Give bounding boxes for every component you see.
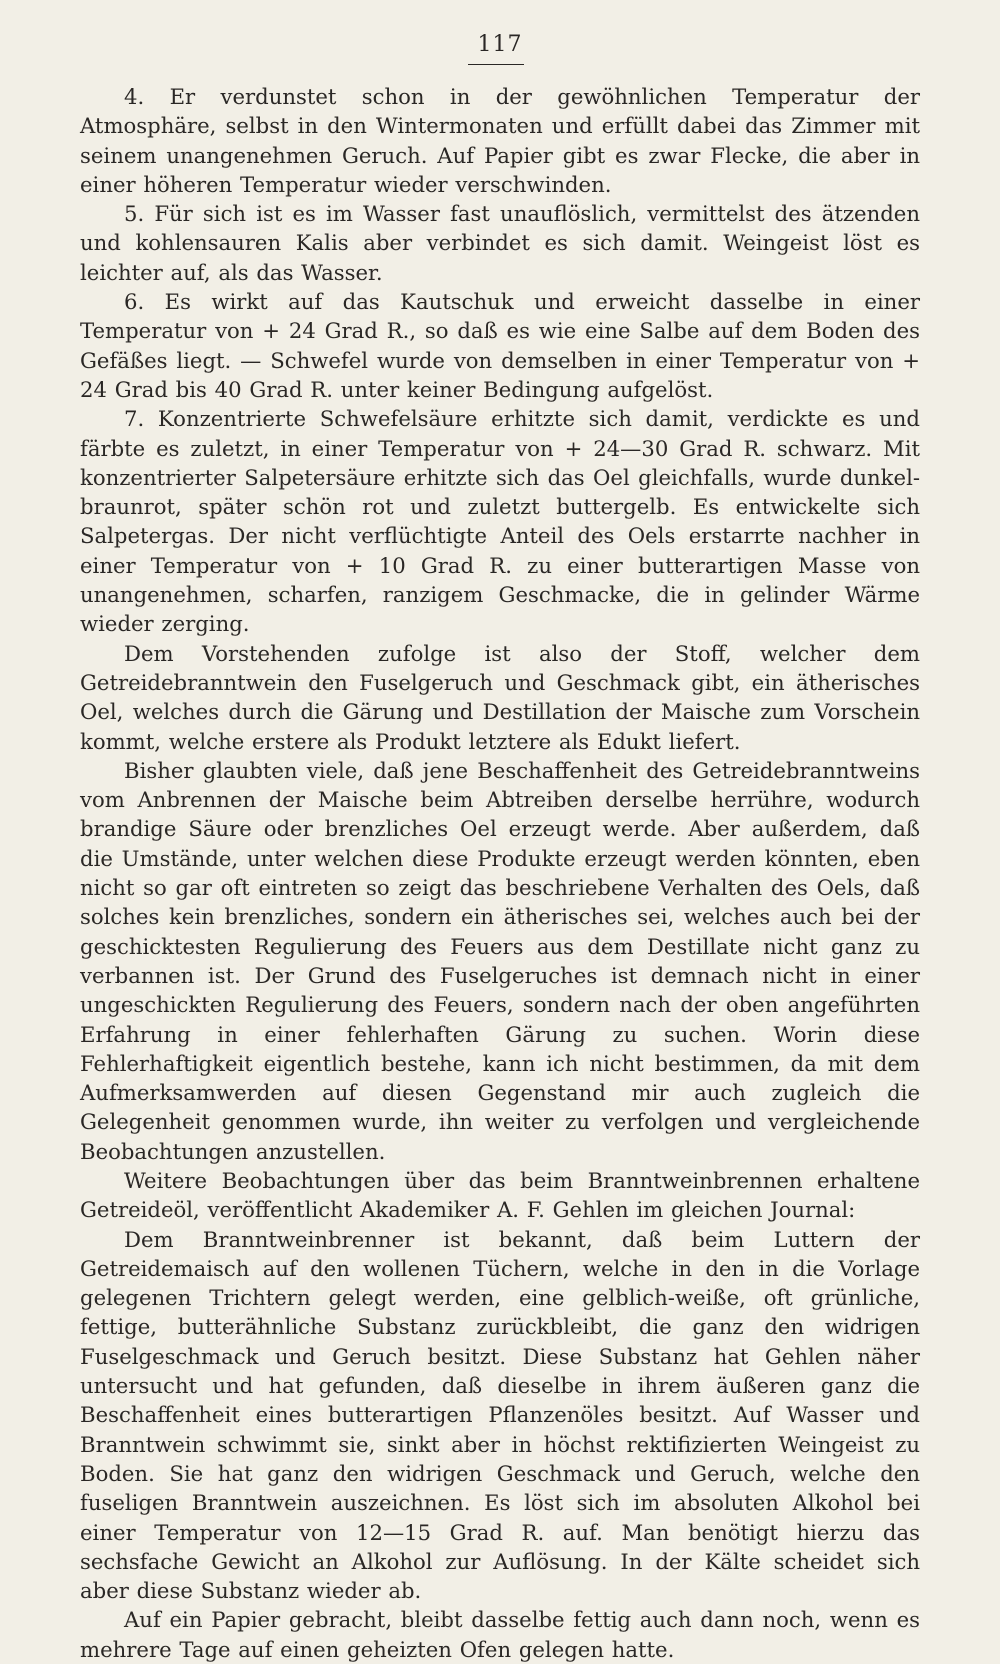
body-text — [80, 82, 920, 1664]
paragraph-4: 4. Er verdunstet schon in der gewöhnlichen Temperatur der Atmosphäre, selbst in den Wintermonaten und erfüllt dabei das Zimmer mit seinem unangenehmen Geruch. Auf Papier gibt es zwar Flecke, die aber in einer höheren Temperatur wieder verschwinden. — [80, 84, 920, 197]
paragraph-fehlerhafte-gaerung: Bisher glaubten viele, daß jene Beschaffenheit des Getreidebranntweins vom Anbrennen der Maische beim Abtreiben derselbe herrühre, wodurch brandige Säure oder brenzliches Oel erzeugt werde. Aber außerdem, daß die Umstände, unter welchen diese Produkte erzeugt werden könnten, eben nicht so gar oft eintreten so zeigt das beschriebene Verhalten des Oels, daß solches kein brenzliches, sondern ein ätherisches sei, welches auch bei der geschicktesten Regulierung des Feuers aus dem Destillate nicht ganz zu verbannen ist. Der Grund des Fuselgeruches ist demnach nicht in einer ungeschickten Regulierung des Feuers, sondern nach der oben angeführten Erfahrung in einer fehlerhaften Gärung zu suchen. Worin diese Fehlerhaftigkeit eigentlich bestehe, kann ich nicht bestimmen, da mit dem Aufmerksamwerden auf diesen Gegenstand mir auch zugleich die Gelegenheit genommen wurde, ihn weiter zu verfolgen und vergleichende Beobachtungen anzustellen. — [80, 757, 920, 1164]
paragraph-gehlen-intro: Weitere Beobachtungen über das beim Branntweinbrennen erhaltene Getreideöl, veröffentlicht Akademiker A. F. Gehlen im gleichen Journal: — [80, 1167, 920, 1223]
page-number: 117 — [477, 32, 523, 57]
page-number-rule — [468, 64, 524, 65]
paragraph-conclusion: Dem Vorstehenden zufolge ist also der Stoff, welcher dem Getreidebranntwein den Fuselgeruch und Geschmack gibt, ein ätherisches Oel, welches durch die Gärung und Destillation der Maische zum Vorschein kommt, welche erstere als Produkt letztere als Edukt liefert. — [80, 640, 920, 754]
paragraph-6: 6. Es wirkt auf das Kautschuk und erweicht dasselbe in einer Temperatur von + 24 Grad R., so daß es wie eine Salbe auf dem Boden des Gefäßes liegt. — Schwefel wurde von demselben in einer Temperatur von + 24 Grad bis 40 Grad R. unter keiner Bedingung aufgelöst. — [80, 289, 920, 402]
paragraph-papier: Auf ein Papier gebracht, bleibt dasselbe fettig auch dann noch, wenn es mehrere Tage auf einen geheizten Ofen gelegen hatte. — [80, 1607, 920, 1662]
paragraph-gehlen-observations: Dem Branntweinbrenner ist bekannt, daß beim Luttern der Getreidemaisch auf den wollenen Tüchern, welche in den in die Vorlage gelegenen Trichtern gelegt werden, eine gelblich-weiße, oft grünliche, fettige, butterähnliche Substanz zurückbleibt, die ganz den widrigen Fuselgeschmack und Geruch besitzt. Diese Substanz hat Gehlen näher untersucht und hat gefunden, daß dieselbe in ihrem äußeren ganz die Beschaffenheit eines butterartigen Pflanzenöles besitzt. Auf Wasser und Branntwein schwimmt sie, sinkt aber in höchst rektifizierten Weingeist zu Boden. Sie hat ganz den widrigen Geschmack und Geruch, welche den fuseligen Branntwein auszeichnen. Es löst sich im absoluten Alkohol bei einer Temperatur von 12—15 Grad R. auf. Man benötigt hierzu das sechsfache Gewicht an Alkohol zur Auflösung. In der Kälte scheidet sich aber diese Substanz wieder ab. — [80, 1226, 920, 1604]
paragraph-5: 5. Für sich ist es im Wasser fast unauflöslich, vermittelst des ätzenden und kohlensauren Kalis aber verbindet es sich damit. Weingeist löst es leichter auf, als das Wasser. — [80, 201, 920, 285]
paragraph-7: 7. Konzentrierte Schwefelsäure erhitzte sich damit, verdickte es und färbte es zuletzt, in einer Temperatur von + 24—30 Grad R. schwarz. Mit konzentrierter Salpetersäure erhitzte sich das Oel gleichfalls, wurde dunkel-braunrot, später schön rot und zuletzt buttergelb. Es entwickelte sich Salpetergas. Der nicht verflüchtigte Anteil des Oels erstarrte nachher in einer Temperatur von + 10 Grad R. zu einer butterartigen Masse von unangenehmen, scharfen, ranzigem Geschmacke, die in gelinder Wärme wieder zerging. — [80, 406, 920, 637]
